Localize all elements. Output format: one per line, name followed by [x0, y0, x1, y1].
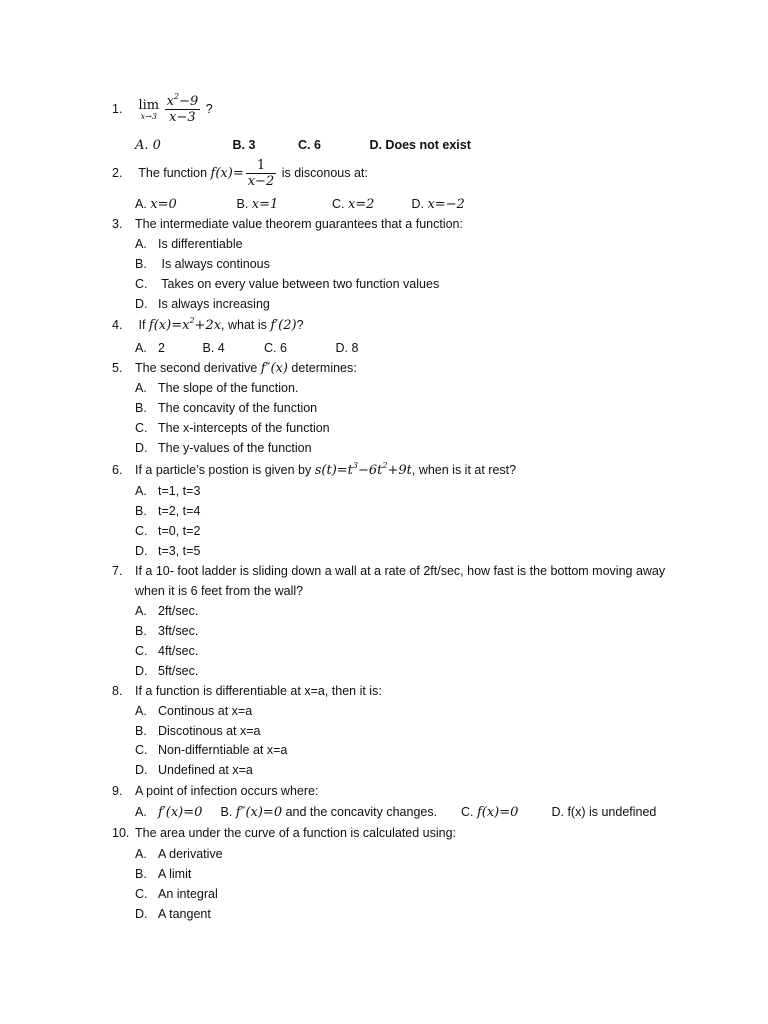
option-b: B. Is always continous: [135, 257, 270, 271]
option-c: C. x=2: [331, 197, 375, 212]
option-a: A. t=1, t=3: [135, 484, 201, 498]
question-number: 8.: [112, 684, 123, 698]
option-b: B. 3: [232, 138, 256, 152]
option-a: A. x=0: [135, 197, 177, 212]
option-a: A. A derivative: [135, 847, 223, 861]
option-d: D. The y-values of the function: [135, 441, 312, 455]
question-number: 2.: [112, 166, 123, 180]
question-number: 7.: [112, 564, 123, 578]
question-5: [112, 360, 357, 377]
question-number: 9.: [112, 784, 123, 798]
question-suffix: ?: [205, 101, 213, 116]
question-suffix: ?: [296, 318, 304, 332]
question-number: 3.: [112, 217, 123, 231]
option-a: A. 2ft/sec.: [135, 604, 199, 618]
question-8: [112, 683, 382, 699]
option-a: A. 2: [135, 341, 165, 355]
option-c: C. f(x)=0: [460, 805, 519, 820]
question-prefix: If a particle’s postion is given by: [135, 463, 312, 477]
option-c: C. The x-intercepts of the function: [135, 421, 330, 435]
option-c: C. 6: [297, 138, 321, 152]
q9-options: [135, 804, 656, 821]
option-b: B. A limit: [135, 867, 192, 881]
option-c: C. 4ft/sec.: [135, 644, 199, 658]
option-d: D. f(x) is undefined: [551, 805, 657, 819]
question-text: A point of infection occurs where:: [135, 784, 319, 798]
question-10: [112, 825, 456, 841]
question-6: [112, 462, 516, 479]
function-expression: $f(x)=x^2+2x$: [148, 316, 222, 333]
option-d: D. 8: [335, 341, 359, 355]
option-c: C. An integral: [135, 887, 218, 901]
question-3: [112, 216, 463, 232]
option-b: B. The concavity of the function: [135, 401, 318, 415]
option-b: B. f″(x)=0 and the concavity changes.: [220, 805, 438, 820]
option-d: D. 5ft/sec.: [135, 664, 199, 678]
question-number: 4.: [112, 318, 123, 332]
derivative-expression: f′(2): [270, 318, 297, 333]
question-number: 5.: [112, 361, 123, 375]
question-7: [112, 563, 665, 579]
question-number: 6.: [112, 463, 123, 477]
question-text: If a function is differentiable at x=a, then it is:: [135, 684, 382, 698]
question-prefix: The second derivative: [135, 361, 258, 375]
limit-expression: lim x→3 $\frac{x^2-9}{x-3}$: [138, 92, 199, 125]
option-a: A. 0: [135, 138, 161, 153]
option-b: B. 4: [202, 341, 225, 355]
question-number: 10.: [112, 826, 130, 840]
option-c: C. Takes on every value between two function values: [135, 277, 440, 291]
option-c: C. 6: [263, 341, 287, 355]
option-b: B. x=1: [236, 197, 279, 212]
option-a: A. Is differentiable: [135, 237, 243, 251]
option-a: A. Continous at x=a: [135, 704, 253, 718]
question-suffix: , when is it at rest?: [411, 463, 517, 477]
question-7-continued: when it is 6 feet from the wall?: [135, 584, 304, 598]
option-b: B. Discotinous at x=a: [135, 724, 261, 738]
question-text: The intermediate value theorem guarantees that a function:: [135, 217, 463, 231]
question-middle: , what is: [221, 318, 267, 332]
question-prefix: The function: [138, 166, 208, 180]
question-text: If a 10- foot ladder is sliding down a wall at a rate of 2ft/sec, how fast is the bottom moving away: [135, 564, 666, 578]
option-b: B. t=2, t=4: [135, 504, 201, 518]
q4-options: [135, 340, 358, 356]
question-1: [112, 94, 213, 125]
question-suffix: is disconous at:: [281, 166, 368, 180]
question-9: [112, 783, 318, 799]
option-d: D. Undefined at x=a: [135, 763, 253, 777]
second-derivative-expression: f″(x): [260, 361, 288, 376]
question-prefix: If: [138, 318, 146, 332]
question-4: [112, 317, 304, 334]
option-d: D. t=3, t=5: [135, 544, 201, 558]
option-c: C. t=0, t=2: [135, 524, 201, 538]
option-d: D. x=−2: [411, 197, 465, 212]
option-a: A. f′(x)=0: [135, 805, 203, 820]
position-function: $s(t)=t^3-6t^2+9t$: [314, 461, 412, 478]
function-expression: f(x)= $\frac{1}{x-2}$: [210, 158, 275, 189]
question-number: 1.: [112, 101, 123, 116]
question-suffix: determines:: [291, 361, 357, 375]
option-b: B. 3ft/sec.: [135, 624, 199, 638]
option-d: D. A tangent: [135, 907, 211, 921]
q1-options: [135, 137, 471, 154]
q2-options: [135, 196, 465, 213]
option-d: D. Does not exist: [369, 138, 471, 152]
option-a: A. The slope of the function.: [135, 381, 299, 395]
option-c: C. Non-differntiable at x=a: [135, 743, 288, 757]
option-d: D. Is always increasing: [135, 297, 270, 311]
question-2: [112, 158, 368, 189]
question-text: The area under the curve of a function is calculated using:: [135, 826, 457, 840]
